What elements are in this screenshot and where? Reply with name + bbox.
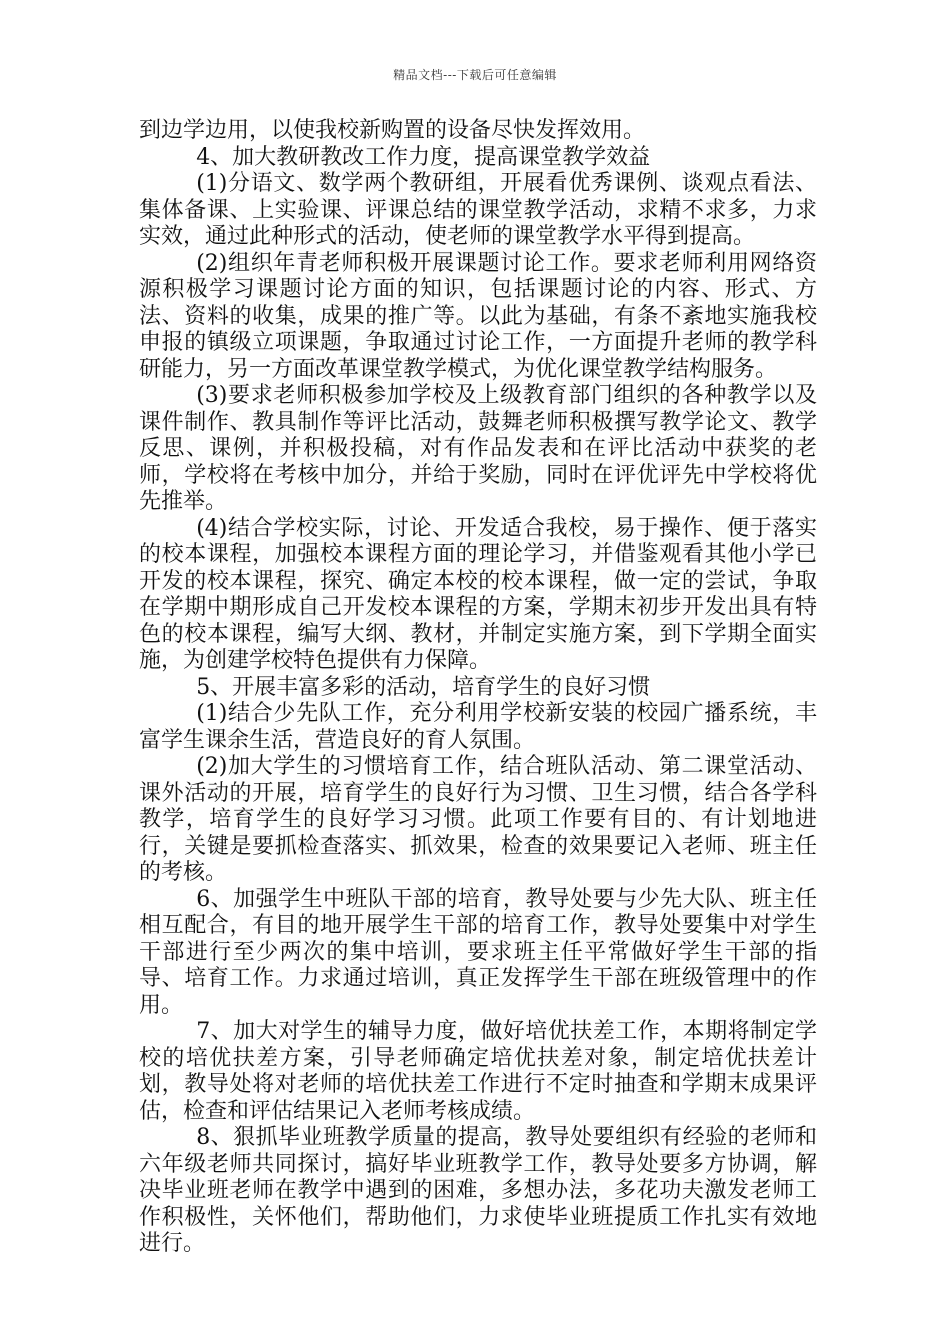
page-header: 精品文档---下载后可任意编辑 [393,68,557,82]
section-heading: 4、加大教研教改工作力度，提高课堂教学效益 [196,144,651,170]
paragraph: (2)组织年青老师积极开展课题讨论工作。要求老师利用网络资源积极学习课题讨论方面的知识，包括课题讨论的内容、形式、方法、资料的收集，成果的推广等。以此为基础，有条不紊地实施我校申报的镇级立项课题，争取通过讨论工作，一方面提升老师的教学科研能力，另一方面改革课堂教学模式，为优化课堂教学结构服务。 [139,250,817,382]
paragraph: 6、加强学生中班队干部的培育，教导处要与少先大队、班主任相互配合，有目的地开展学生干部的培育工作，教导处要集中对学生干部进行至少两次的集中培训，要求班主任平常做好学生干部的指导、培育工作。力求通过培训，真正发挥学生干部在班级管理中的作用。 [139,886,817,1018]
section-heading: 5、开展丰富多彩的活动，培育学生的良好习惯 [196,674,651,700]
paragraph: 到边学边用，以使我校新购置的设备尽快发挥效用。 [139,118,646,143]
paragraph: (1)结合少先队工作，充分利用学校新安装的校园广播系统，丰富学生课余生活，营造良好的育人氛围。 [139,701,817,753]
paragraph: (2)加大学生的习惯培育工作，结合班队活动、第二课堂活动、课外活动的开展，培育学生的良好行为习惯、卫生习惯，结合各学科教学，培育学生的良好学习习惯。此项工作要有目的、有计划地进行，关键是要抓检查落实、抓效果，检查的效果要记入老师、班主任的考核。 [139,754,817,885]
paragraph: 8、狠抓毕业班教学质量的提高，教导处要组织有经验的老师和六年级老师共同探讨，搞好毕业班教学工作，教导处要多方协调，解决毕业班老师在教学中遇到的困难，多想办法，多花功夫激发老师工作积极性，关怀他们，帮助他们，力求使毕业班提质工作扎实有效地进行。 [139,1125,817,1256]
document-body [139,118,817,1258]
paragraph: (1)分语文、数学两个教研组，开展看优秀课例、谈观点看法、集体备课、上实验课、评课总结的课堂教学活动，求精不求多，力求实效，通过此种形式的活动，使老师的课堂教学水平得到提高。 [139,171,817,249]
paragraph: 7、加大对学生的辅导力度，做好培优扶差工作，本期将制定学校的培优扶差方案，引导老师确定培优扶差对象，制定培优扶差计划，教导处将对老师的培优扶差工作进行不定时抽查和学期末成果评估，检查和评估结果记入老师考核成绩。 [139,1019,817,1124]
paragraph: (3)要求老师积极参加学校及上级教育部门组织的各种教学以及课件制作、教具制作等评比活动，鼓舞老师积极撰写教学论文、教学反思、课例，并积极投稿，对有作品发表和在评比活动中获奖的老师，学校将在考核中加分，并给于奖励，同时在评优评先中学校将优先推举。 [139,383,817,514]
paragraph: (4)结合学校实际，讨论、开发适合我校，易于操作、便于落实的校本课程，加强校本课程方面的理论学习，并借鉴观看其他小学已开发的校本课程，探究、确定本校的校本课程，做一定的尝试，争取在学期中期形成自己开发校本课程的方案，学期末初步开发出具有特色的校本课程，编写大纲、教材，并制定实施方案，到下学期全面实施，为创建学校特色提供有力保障。 [139,515,817,673]
